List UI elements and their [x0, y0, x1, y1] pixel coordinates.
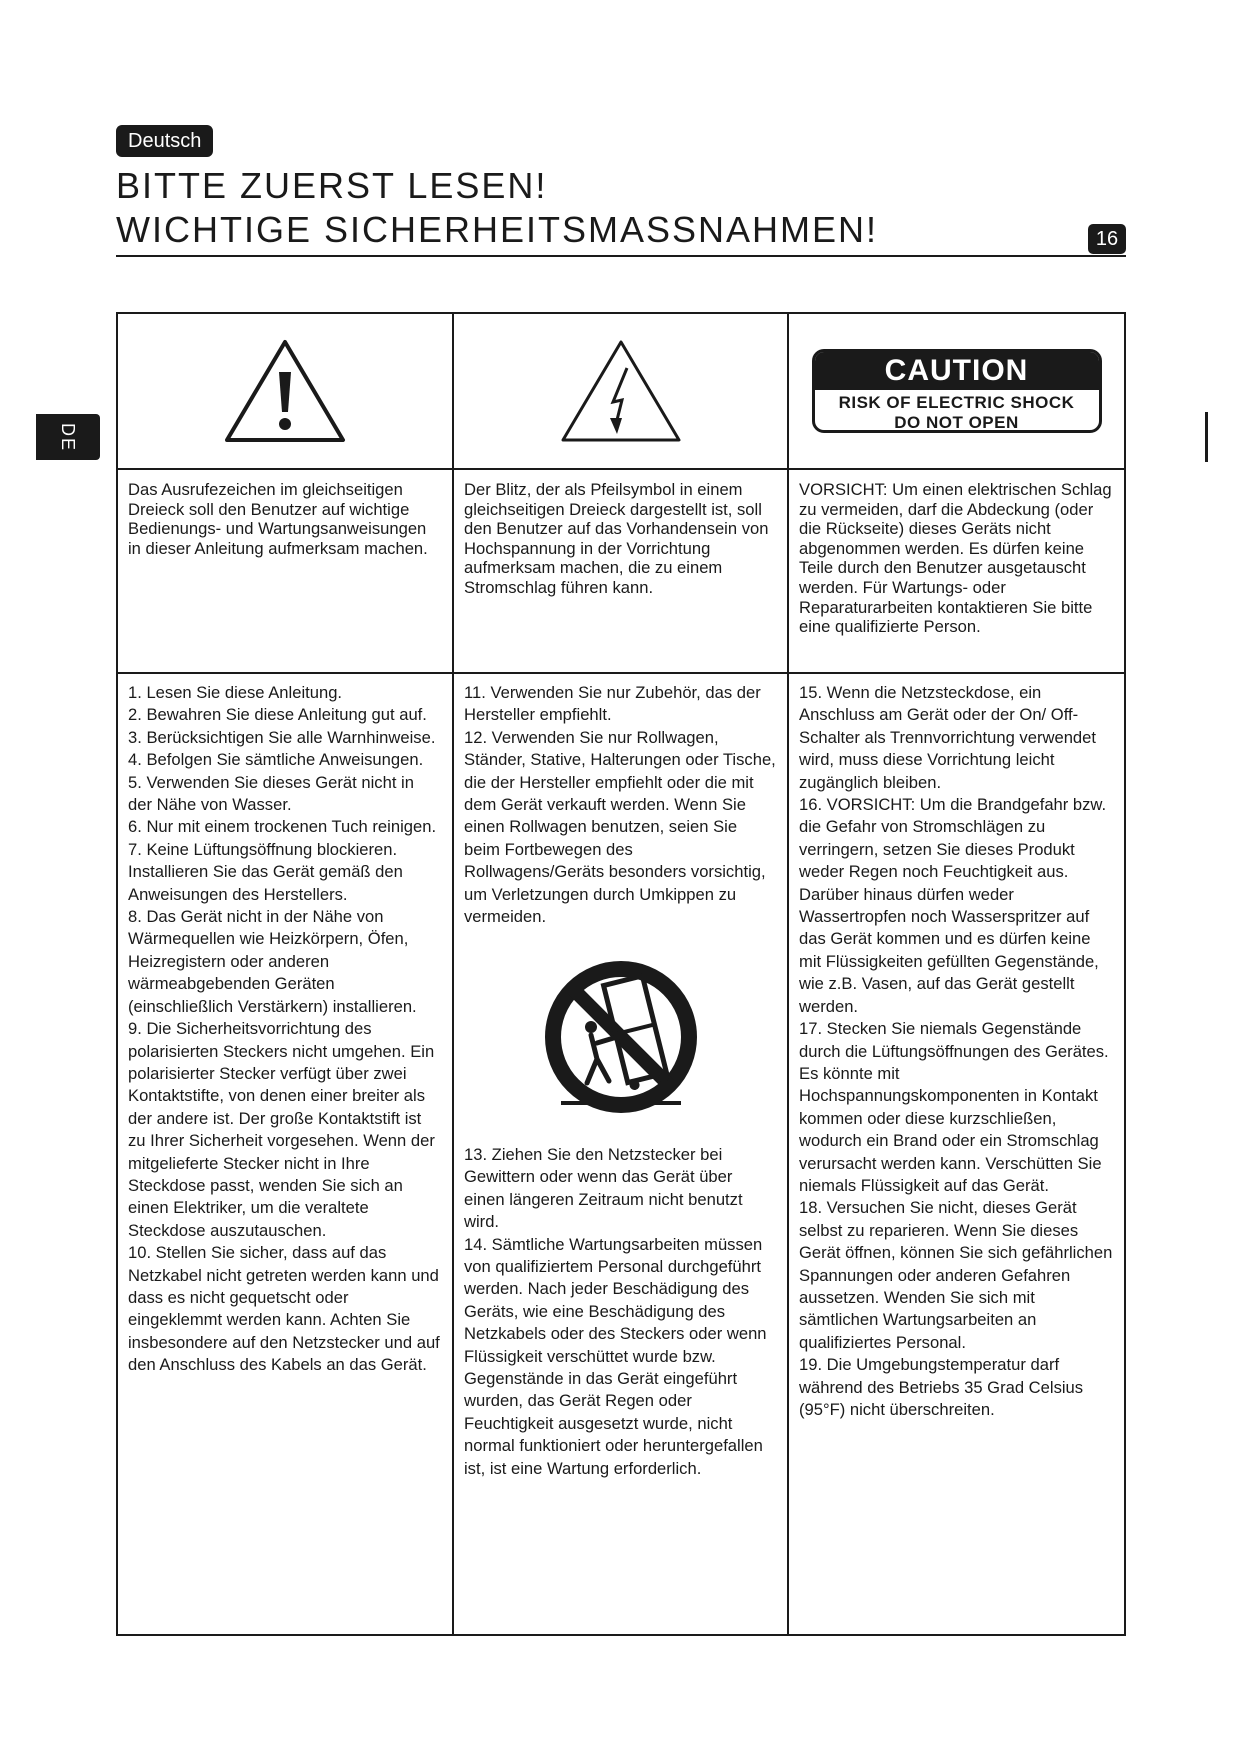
edge-marker: [1205, 412, 1208, 462]
instruction-item: 7. Keine Lüftungsöffnung blockieren. Installieren Sie das Gerät gemäß den Anweisungen des Herstellers.: [128, 839, 403, 904]
caution-subtitle: [815, 390, 1099, 433]
instruction-item: 8. Das Gerät nicht in der Nähe von Wärmequellen wie Heizkörpern, Öfen, Heizregistern oder anderen wärmeabgebenden Geräten (einschließlich Verstärkern) installieren.: [128, 907, 417, 1016]
caution-description: VORSICHT: Um einen elektrischen Schlag zu vermeiden, darf die Abdeckung (oder die Rückseite) dieses Geräts nicht abgenommen werden. Es dürfen keine Teile durch den Benutzer ausgetauscht werden. Für Wartungs- oder Reparaturarbeiten kontaktieren Sie bitte eine qualifizierte Person.: [799, 480, 1112, 637]
instructions-column-3: [789, 682, 1124, 1421]
instruction-item: 16. VORSICHT: Um die Brandgefahr bzw. die Gefahr von Stromschlägen zu verringern, setzen Sie dieses Produkt weder Regen noch Feuchtigkeit aus. Darüber hinaus dürfen weder Wassertropfen noch Wasserspritzer auf das Gerät kommen und es dürfen keine mit Flüssigkeiten gefüllten Gegenstände, wie z.B. Vasen, auf das Gerät gestellt werden.: [799, 795, 1107, 1016]
instruction-item: 4. Befolgen Sie sämtliche Anweisungen.: [128, 750, 424, 770]
exclamation-description: Das Ausrufezeichen im gleichseitigen Dreieck soll den Benutzer auf wichtige Bedienungs- und Wartungsanweisungen in dieser Anleitung aufmerksam machen.: [128, 480, 428, 558]
instruction-item: 5. Verwenden Sie dieses Gerät nicht in der Nähe von Wasser.: [128, 772, 414, 815]
page-number: 16: [1088, 224, 1126, 254]
instruction-item: 14. Sämtliche Wartungsarbeiten müssen von qualifiziertem Personal durchgeführt werden. Nach jeder Beschädigung des Geräts, wie eine Beschädigung des Netzkabels oder des Steckers oder wenn Flüssigkeit verschüttet wurde bzw. Gegenstände in das Gerät eingeführt wurden, das Gerät Regen oder Feuchtigkeit ausgesetzt wurde, nicht normal funktioniert oder heruntergefallen ist, ist eine Wartung erforderlich.: [464, 1234, 767, 1478]
caution-label-cell: [789, 314, 1124, 468]
caution-title: CAUTION: [815, 352, 1099, 390]
instruction-item: 10. Stellen Sie sicher, dass auf das Netzkabel nicht getreten werden kann und dass es nicht gequetscht oder eingeklemmt werden kann. Achten Sie insbesondere auf den Netzstecker und auf den Anschluss des Kabels an das Gerät.: [128, 1243, 440, 1375]
exclamation-triangle-icon: [223, 338, 347, 444]
instruction-item: 9. Die Sicherheitsvorrichtung des polarisierten Steckers nicht umgehen. Ein polarisierter Stecker verfügt über zwei Kontaktstifte, von denen einer breiter als der andere ist. Der große Kontaktstift ist zu Ihrer Sicherheit vorgesehen. Wenn der mitgelieferte Stecker nicht in Ihre Steckdose passt, wenden Sie sich an einen Elektriker, um die veraltete Steckdose auszutauschen.: [128, 1019, 435, 1240]
instruction-item: 17. Stecken Sie niemals Gegenstände durch die Lüftungsöffnungen des Gerätes. Es könnte mit Hochspannungskomponenten in Kontakt kommen oder diese kurzschließen, wodurch ein Brand oder ein Stromschlag verursacht werden kann. Verschütten Sie niemals Flüssigkeit auf das Gerät.: [799, 1019, 1109, 1195]
instruction-item: 15. Wenn die Netzsteckdose, ein Anschluss am Gerät oder der On/ Off-Schalter als Trennvorrichtung verwendet wird, muss diese Vorrichtung leicht zugänglich bleiben.: [799, 683, 1096, 792]
instruction-item: 19. Die Umgebungstemperatur darf während des Betriebs 35 Grad Celsius (95°F) nicht überschreiten.: [799, 1355, 1084, 1419]
row-divider: [118, 672, 1124, 674]
instructions-column-2-top: [454, 682, 787, 928]
instruction-item: 12. Verwenden Sie nur Rollwagen, Ständer, Stative, Halterungen oder Tische, die der Hersteller empfiehlt oder die mit dem Gerät verkauft werden. Wenn Sie einen Rollwagen benutzen, seien Sie beim Fortbewegen des Rollwagens/Geräts besonders vorsichtig, um Verletzungen durch Umkippen zu vermeiden.: [464, 727, 776, 927]
page-title: [116, 164, 878, 252]
title-divider: [116, 255, 1126, 257]
instructions-column-2-bottom: [454, 1144, 787, 1480]
instruction-item: 2. Bewahren Sie diese Anleitung gut auf.: [128, 705, 427, 725]
instructions-column-1: [118, 682, 452, 1377]
cart-warning-cell: [454, 954, 787, 1124]
caution-line-1: RISK OF ELECTRIC SHOCK: [838, 393, 1075, 412]
instruction-item: 13. Ziehen Sie den Netzstecker bei Gewittern oder wenn das Gerät über einen längeren Zeitraum nicht benutzt wird.: [464, 1145, 743, 1232]
cart-tip-over-warning-icon: [541, 957, 701, 1121]
instruction-item: 18. Versuchen Sie nicht, dieses Gerät selbst zu reparieren. Wenn Sie dieses Gerät öffnen, können Sie sich gefährlichen Spannungen oder anderen Gefahren aussetzen. Wenden Sie sich mit sämtlichen Wartungsarbeiten an qualifiziertes Personal.: [799, 1198, 1113, 1352]
instruction-item: 6. Nur mit einem trockenen Tuch reinigen.: [128, 817, 437, 837]
language-side-tab: [36, 414, 100, 460]
side-tab-label: DE: [58, 422, 79, 452]
instruction-item: 1. Lesen Sie diese Anleitung.: [128, 683, 343, 702]
instruction-item: 3. Berücksichtigen Sie alle Warnhinweise.: [128, 727, 436, 747]
instruction-item: 11. Verwenden Sie nur Zubehör, das der Hersteller empfiehlt.: [464, 683, 761, 725]
caution-line-2: DO NOT OPEN: [894, 413, 1019, 432]
lightning-description: Der Blitz, der als Pfeilsymbol in einem gleichseitigen Dreieck dargestellt ist, soll den Benutzer auf das Vorhandensein von Hochspannung in der Vorrichtung aufmerksam machen, die zu einem Stromschlag führen kann.: [464, 480, 769, 597]
row-divider: [118, 468, 1124, 470]
title-line-2: WICHTIGE SICHERHEITSMASSNAHMEN!: [116, 209, 879, 250]
title-line-1: BITTE ZUERST LESEN!: [116, 165, 548, 206]
exclamation-symbol-cell: [118, 314, 452, 468]
lightning-triangle-icon: [559, 338, 683, 444]
caution-label: [812, 349, 1102, 433]
safety-table: [116, 312, 1126, 1636]
language-badge: Deutsch: [116, 125, 213, 157]
lightning-symbol-cell: [454, 314, 787, 468]
